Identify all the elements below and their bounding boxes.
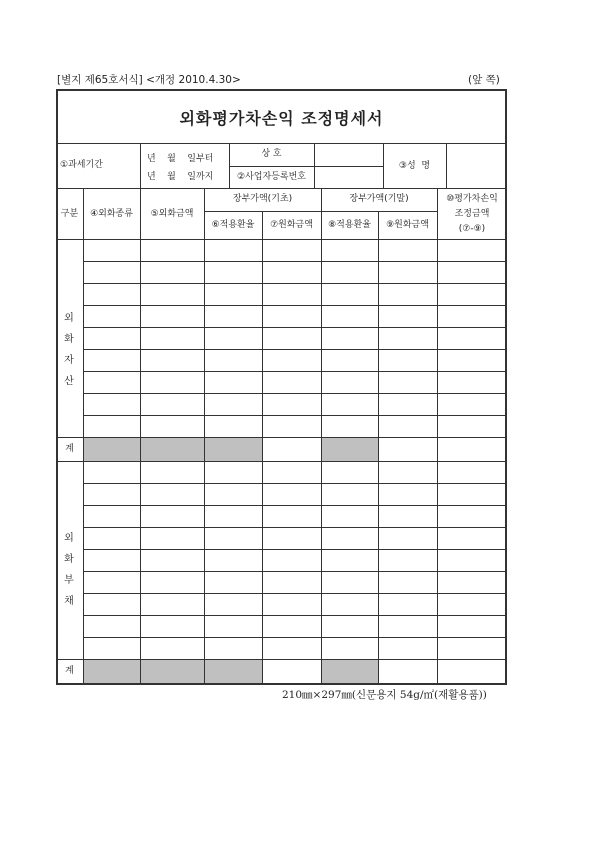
table-rule: [446, 143, 447, 188]
tax-period-label: ①과세기간: [60, 160, 103, 170]
col-rate-end: ⑧적용환율: [328, 220, 371, 230]
table-rule: [83, 549, 507, 550]
trade-name-label: 상 호: [261, 149, 282, 159]
period-from: 년 월 일부터: [147, 154, 214, 164]
col-adjustment-line1: ⑩평가차손익: [446, 194, 498, 204]
table-rule: [83, 593, 507, 594]
period-to: 년 월 일까지: [147, 172, 214, 182]
biz-reg-no-label: ②사업자등록번호: [237, 172, 306, 182]
assets-total-shade-rate: [322, 437, 378, 461]
assets-total-label: 계: [65, 444, 74, 454]
table-rule: [314, 143, 315, 188]
table-rule: [83, 305, 507, 306]
col-adjustment-line3: (⑦-⑨): [458, 224, 486, 234]
table-rule: [321, 188, 322, 683]
table-rule: [83, 393, 507, 394]
col-book-begin: 장부가액(기초): [232, 194, 293, 204]
col-adjustment-line2: 조정금액: [454, 209, 490, 219]
table-rule: [83, 188, 84, 683]
section-foreign-assets: 외 화 자 산: [64, 313, 74, 387]
table-rule: [56, 659, 507, 660]
table-rule: [83, 483, 507, 484]
table-rule: [437, 188, 438, 683]
liab-total-label: 계: [65, 666, 74, 676]
table-rule: [83, 283, 507, 284]
table-rule: [83, 637, 507, 638]
col-book-end: 장부가액(기말): [349, 194, 409, 204]
col-krw-end: ⑨원화금액: [386, 220, 429, 230]
table-rule: [83, 527, 507, 528]
table-rule: [140, 143, 141, 188]
form-title: 외화평가차손익 조정명세서: [179, 108, 384, 128]
table-rule: [56, 461, 507, 462]
table-rule: [56, 437, 507, 438]
name-label: ③성 명: [398, 161, 431, 171]
table-rule: [204, 188, 205, 683]
page-side-label: (앞 쪽): [468, 74, 500, 86]
table-rule: [140, 188, 141, 683]
table-rule: [378, 211, 379, 683]
col-category: 구분: [60, 209, 79, 219]
table-rule: [83, 349, 507, 350]
table-rule: [262, 211, 263, 683]
table-rule: [83, 615, 507, 616]
table-rule: [83, 505, 507, 506]
table-rule: [83, 415, 507, 416]
section-foreign-liabilities: 외 화 부 채: [64, 533, 74, 607]
col-rate-begin: ⑥적용환율: [211, 220, 255, 230]
liab-total-shade-rate: [322, 660, 378, 683]
col-currency-type: ④외화종류: [90, 209, 133, 219]
table-rule: [83, 371, 507, 372]
col-krw-begin: ⑦원화금액: [270, 220, 313, 230]
table-rule: [56, 143, 507, 144]
liab-total-shade: [83, 660, 262, 683]
table-rule: [56, 239, 507, 240]
table-rule: [83, 327, 507, 328]
col-fx-amount: ⑤외화금액: [150, 209, 194, 219]
table-rule: [56, 188, 507, 189]
paper-spec-footer: 210㎜×297㎜(신문용지 54g/㎡(재활용품)): [282, 689, 487, 701]
table-rule: [83, 261, 507, 262]
form-reference: [별지 제65호서식] <개정 2010.4.30>: [57, 74, 241, 86]
table-rule: [229, 166, 383, 167]
assets-total-shade: [83, 437, 262, 461]
table-rule: [83, 571, 507, 572]
